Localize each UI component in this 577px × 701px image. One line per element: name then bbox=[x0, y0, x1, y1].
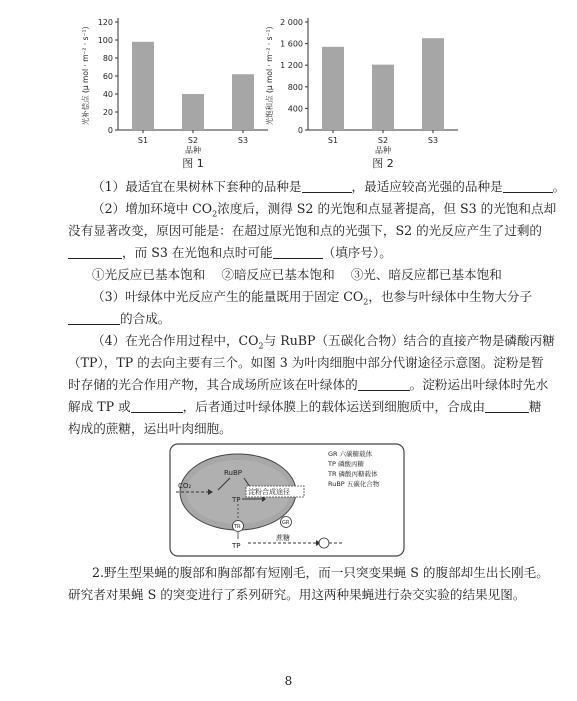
q2-line3-a: ，而 S3 在光饱和点时可能 bbox=[122, 245, 273, 260]
question-4-line4 bbox=[68, 396, 542, 418]
problem-2-line1 bbox=[92, 562, 549, 584]
y-axis-label: 光饱和点 (μ mol · m⁻² · s⁻¹) bbox=[265, 26, 274, 126]
gr-label: GR bbox=[282, 520, 290, 526]
x-axis-label: 品种 bbox=[375, 146, 391, 155]
tr-label: TR bbox=[234, 524, 241, 530]
question-2-line2 bbox=[68, 220, 542, 242]
y-tick-label: 80 bbox=[102, 54, 113, 63]
answer-blank bbox=[131, 398, 183, 413]
q4-line4-c: 糖 bbox=[528, 399, 542, 414]
answer-blank bbox=[358, 376, 410, 391]
x-tick-label: S3 bbox=[427, 136, 439, 145]
starch-pathway-label: 淀粉合成途径 bbox=[248, 488, 290, 496]
x-tick-label: S3 bbox=[237, 136, 249, 145]
q1-text-a: （1）最适宜在果树林下套种的品种是 bbox=[92, 179, 302, 194]
q4-line5: 构成的蔗糖，运出叶肉细胞。 bbox=[68, 421, 232, 436]
chart-title: 图 2 bbox=[372, 157, 394, 170]
answer-blank bbox=[302, 178, 352, 193]
chloroplast-diagram bbox=[166, 442, 410, 560]
bar-s1 bbox=[132, 42, 154, 130]
tp-inner-label: TP bbox=[232, 496, 241, 504]
q1-text-c: 。 bbox=[552, 179, 566, 194]
bar-s2 bbox=[182, 94, 204, 130]
legend-tr: TR 磷酸丙糖载体 bbox=[328, 470, 378, 478]
y-tick-label: 0 bbox=[107, 126, 113, 135]
y-tick-label: 800 bbox=[287, 82, 303, 92]
question-3-line1: （3）叶绿体中光反应产生的能量既用于固定 $CO_2$，也参与叶绿体中生物大分子 bbox=[92, 289, 533, 307]
question-4-line2 bbox=[68, 352, 544, 374]
y-tick-label: 1 600 bbox=[280, 39, 303, 49]
y-tick-label: 1 200 bbox=[280, 61, 303, 71]
question-4-line5 bbox=[68, 418, 232, 440]
page-number: 8 bbox=[284, 674, 293, 688]
q2-text-a: （2）增加环境中 CO bbox=[92, 201, 213, 216]
q4-line3-a: 时存储的光合作用产物，其合成场所应该在叶绿体的 bbox=[68, 377, 358, 392]
answer-blank bbox=[68, 310, 120, 325]
q2-text-b: 浓度后，测得 S2 的光饱和点显著提高，但 S3 的光饱和点却 bbox=[217, 201, 557, 216]
sucrose-label: 蔗糖 bbox=[276, 534, 290, 542]
q4-text-b: 与 RuBP（五碳化合物）结合的直接产物是磷酸丙糖 bbox=[263, 333, 555, 348]
chart-title: 图 1 bbox=[182, 157, 204, 170]
q4-text-a: （4）在光合作用过程中，CO bbox=[92, 333, 259, 348]
x-tick-label: S2 bbox=[377, 136, 389, 145]
bar-s3 bbox=[422, 38, 444, 130]
answer-blank bbox=[68, 244, 122, 259]
x-tick-label: S2 bbox=[187, 136, 199, 145]
y-tick-label: 2 000 bbox=[280, 18, 303, 27]
tp-outer-label: TP bbox=[232, 542, 241, 550]
q4-line3-b: 。淀粉运出叶绿体时先水 bbox=[409, 377, 549, 392]
y-tick-label: 60 bbox=[102, 72, 113, 81]
bar-chart-fig1 bbox=[78, 0, 278, 168]
bar-chart-fig2 bbox=[265, 0, 468, 170]
legend-rubp: RuBP 五碳化合物 bbox=[328, 480, 380, 488]
y-axis-label: 光补偿点 (μ mol · m⁻² · s⁻¹) bbox=[81, 26, 90, 126]
p2-line1: 2.野生型果蝇的腹部和胸部都有短刚毛，而一只突变果蝇 S 的腹部却生出长刚毛。 bbox=[92, 565, 549, 580]
bar-s2 bbox=[372, 65, 394, 130]
q4-line2: （TP），TP 的去向主要有三个。如图 3 为叶肉细胞中部分代谢途径示意图。淀粉是暂 bbox=[68, 355, 544, 370]
membrane-carrier bbox=[319, 538, 329, 548]
x-axis-label: 品种 bbox=[185, 146, 201, 155]
problem-2-line2 bbox=[68, 584, 525, 606]
q3-text-b: ，也参与叶绿体中生物大分子 bbox=[368, 289, 533, 304]
y-tick-label: 20 bbox=[102, 108, 113, 117]
legend-gr: GR 六碳糖载体 bbox=[328, 450, 373, 458]
answer-blank bbox=[503, 178, 553, 193]
q2-line2: 没有显著改变，原因可能是：在超过原光饱和点的光强下，S2 的光反应产生了过剩的 bbox=[68, 223, 543, 238]
q4-line4-b: ，后者通过叶绿体膜上的载体运送到细胞质中，合成由 bbox=[182, 399, 485, 414]
q3-text-a: （3）叶绿体中光反应产生的能量既用于固定 CO bbox=[92, 289, 364, 304]
legend-tp: TP 磷酸丙糖 bbox=[328, 460, 364, 468]
q3-line2: 的合成。 bbox=[120, 311, 171, 326]
question-4-line3 bbox=[68, 374, 548, 396]
bar-s3 bbox=[232, 74, 254, 130]
question-4-line1: （4）在光合作用过程中，$CO_2$与 RuBP（五碳化合物）结合的直接产物是磷酸丙糖 bbox=[92, 333, 555, 351]
question-3-line2 bbox=[68, 308, 170, 330]
p2-line2: 研究者对果蝇 S 的突变进行了系列研究。用这两种果蝇进行杂交实验的结果见图。 bbox=[68, 587, 526, 602]
question-2-line1: （2）增加环境中 $CO_2$浓度后，测得 S2 的光饱和点显著提高，但 S3 的光饱和点却 bbox=[92, 201, 557, 219]
options-line bbox=[92, 264, 502, 286]
x-tick-label: S1 bbox=[327, 136, 339, 145]
q4-line4-a: 解成 TP 或 bbox=[68, 399, 131, 414]
y-tick-label: 40 bbox=[102, 90, 113, 99]
question-2-line3 bbox=[68, 242, 392, 264]
answer-blank bbox=[485, 398, 529, 413]
y-tick-label: 400 bbox=[287, 104, 303, 114]
q2-line3-b: （填序号）。 bbox=[322, 245, 392, 260]
bar-s1 bbox=[322, 47, 344, 130]
y-tick-label: 120 bbox=[97, 18, 113, 27]
options-text: ①光反应已基本饱和 ②暗反应已基本饱和 ③光、暗反应都已基本饱和 bbox=[92, 267, 502, 282]
answer-blank bbox=[273, 244, 323, 259]
rubp-label: RuBP bbox=[224, 469, 243, 477]
y-tick-label: 0 bbox=[297, 126, 303, 135]
q1-text-b: ，最适应较高光强的品种是 bbox=[351, 179, 503, 194]
x-tick-label: S1 bbox=[137, 136, 149, 145]
co2-label: CO₂ bbox=[178, 482, 192, 490]
question-1 bbox=[92, 176, 565, 198]
y-tick-label: 100 bbox=[97, 36, 113, 45]
